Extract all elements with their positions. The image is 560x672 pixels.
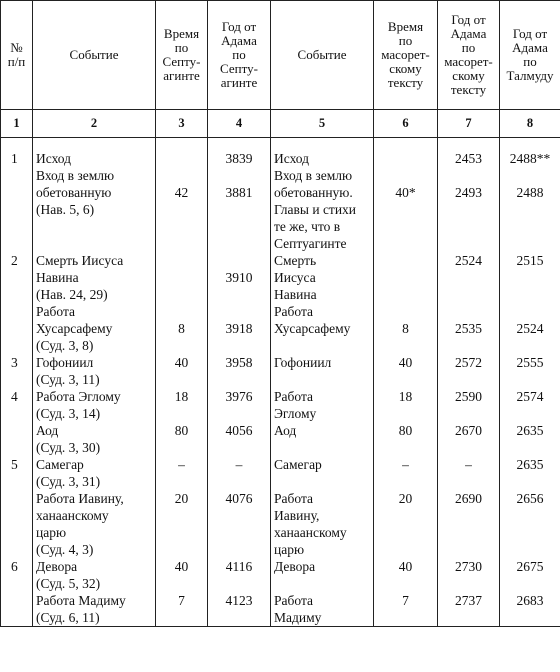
time-masoretic-line: 40 [398, 559, 413, 574]
table-row [1, 592, 560, 627]
row-number-cell [1, 456, 33, 490]
year-septuagint-line [211, 167, 267, 184]
year-septuagint-line: 3839 [225, 151, 253, 166]
event-masoretic-cell [271, 252, 374, 303]
event-septuagint-line: (Суд. 3, 31) [36, 474, 101, 489]
row-number-line: 1 [11, 151, 18, 166]
year-septuagint-cell [208, 388, 271, 422]
time-septuagint-cell [156, 490, 208, 558]
event-masoretic-line: Девора [274, 559, 316, 574]
event-masoretic-cell [271, 558, 374, 592]
table-row [1, 252, 560, 303]
event-masoretic-line: Эглому [274, 406, 317, 421]
event-masoretic-line: Хусарсафему [274, 321, 351, 336]
year-masoretic-cell [438, 150, 500, 252]
event-septuagint-line: Исход [36, 151, 72, 166]
row-number-line [11, 422, 29, 439]
event-septuagint-line: Смерть Иисуса [36, 253, 124, 268]
event-septuagint-line: Девора [36, 559, 78, 574]
row-number-cell [1, 150, 33, 252]
year-masoretic-line: 2572 [455, 355, 482, 370]
event-septuagint-cell [33, 456, 156, 490]
time-septuagint-cell [156, 558, 208, 592]
year-talmud-line: 2656 [516, 491, 544, 506]
event-septuagint-line: Гофониил [36, 355, 94, 370]
year-talmud-cell [500, 388, 560, 422]
year-septuagint-cell [208, 490, 271, 558]
event-septuagint-line: Аод [36, 423, 59, 438]
time-septuagint-cell [156, 422, 208, 456]
row-number-cell [1, 354, 33, 388]
time-septuagint-line: 8 [178, 321, 185, 336]
event-septuagint-line: Навина [36, 270, 79, 285]
time-masoretic-cell [374, 592, 438, 627]
year-talmud-cell [500, 422, 560, 456]
event-masoretic-line: Смерть [274, 253, 317, 268]
time-masoretic-line: 18 [398, 389, 413, 404]
year-septuagint-cell [208, 456, 271, 490]
event-septuagint-line: (Нав. 24, 29) [36, 287, 108, 302]
column-number: 4 [208, 110, 271, 138]
row-number-line [11, 490, 29, 507]
event-masoretic-cell [271, 354, 374, 388]
row-number-cell [1, 592, 33, 627]
event-septuagint-line: (Нав. 5, 6) [36, 202, 95, 217]
event-septuagint-cell [33, 490, 156, 558]
event-masoretic-line: Самегар [274, 457, 322, 472]
year-masoretic-line: 2690 [455, 491, 482, 506]
year-masoretic-line: 2730 [455, 559, 482, 574]
event-masoretic-line: ханаанскому [274, 525, 347, 540]
year-masoretic-cell [438, 422, 500, 456]
row-number-cell [1, 558, 33, 592]
event-masoretic-cell [271, 456, 374, 490]
year-masoretic-line: 2535 [455, 321, 482, 336]
time-septuagint-line [159, 167, 204, 184]
event-septuagint-line: царю [36, 525, 67, 540]
event-septuagint-cell [33, 150, 156, 252]
event-masoretic-cell [271, 150, 374, 252]
year-masoretic-cell [438, 456, 500, 490]
header-time-masoretic: Время по масорет- скому тексту [374, 1, 438, 110]
event-masoretic-line: те же, что в [274, 219, 341, 234]
year-masoretic-line: 2493 [455, 185, 482, 200]
year-septuagint-cell [208, 558, 271, 592]
row-number-line: 6 [11, 559, 18, 574]
row-number-cell [1, 422, 33, 456]
event-masoretic-cell [271, 490, 374, 558]
time-masoretic-cell [374, 558, 438, 592]
column-number-row [1, 110, 560, 138]
table-row [1, 422, 560, 456]
time-masoretic-line: 40* [395, 185, 416, 200]
year-talmud-line: 2524 [516, 321, 544, 336]
time-septuagint-line [159, 150, 204, 167]
event-masoretic-line: Септуагинте [274, 236, 347, 251]
event-septuagint-cell [33, 388, 156, 422]
year-talmud-line: 2675 [516, 559, 544, 574]
event-masoretic-line: Исход [274, 151, 310, 166]
time-masoretic-line: 8 [402, 321, 409, 336]
year-masoretic-line [441, 167, 496, 184]
time-masoretic-line [377, 303, 434, 320]
event-septuagint-line: (Суд. 4, 3) [36, 542, 94, 557]
time-masoretic-cell [374, 388, 438, 422]
table-row [1, 558, 560, 592]
year-talmud-line: 2488** [509, 151, 551, 166]
year-masoretic-line: 2670 [455, 423, 482, 438]
year-masoretic-line: 2524 [455, 253, 482, 268]
year-talmud-line: 2574 [516, 389, 544, 404]
year-masoretic-cell [438, 303, 500, 354]
event-septuagint-line: Вход в землю [36, 168, 115, 183]
year-talmud-line: 2515 [516, 253, 544, 268]
table-row [1, 354, 560, 388]
year-talmud-line [503, 303, 557, 320]
year-talmud-line: 2555 [516, 355, 544, 370]
event-septuagint-line: Хусарсафему [36, 321, 113, 336]
year-talmud-line: 2488 [516, 185, 544, 200]
year-septuagint-line: 4123 [225, 593, 253, 608]
year-masoretic-cell [438, 558, 500, 592]
year-masoretic-cell [438, 388, 500, 422]
time-masoretic-cell [374, 456, 438, 490]
year-septuagint-cell [208, 252, 271, 303]
event-septuagint-cell [33, 558, 156, 592]
time-septuagint-line [159, 303, 204, 320]
column-number: 1 [1, 110, 33, 138]
table-row [1, 490, 560, 558]
year-septuagint-line: 4116 [225, 559, 253, 574]
event-masoretic-line: Работа [274, 389, 313, 404]
time-septuagint-cell [156, 456, 208, 490]
event-septuagint-cell [33, 252, 156, 303]
time-septuagint-line [159, 252, 204, 269]
year-masoretic-line [441, 303, 496, 320]
table-body [1, 138, 560, 627]
row-number-line: 2 [11, 253, 18, 268]
event-masoretic-line: царю [274, 542, 305, 557]
column-number: 5 [271, 110, 374, 138]
year-septuagint-line: 3918 [225, 321, 253, 336]
event-masoretic-line: Главы и стихи [274, 202, 357, 217]
header-event-septuagint: Событие [33, 1, 156, 110]
event-septuagint-line: Работа Мадиму [36, 593, 126, 608]
event-masoretic-line: Иисуса [274, 270, 316, 285]
row-number-line: 3 [11, 355, 18, 370]
event-masoretic-cell [271, 592, 374, 627]
year-talmud-cell [500, 490, 560, 558]
event-masoretic-line: Работа [274, 593, 313, 608]
event-masoretic-cell [271, 303, 374, 354]
event-septuagint-cell [33, 303, 156, 354]
time-masoretic-cell [374, 150, 438, 252]
row-number-cell [1, 490, 33, 558]
year-masoretic-cell [438, 490, 500, 558]
event-masoretic-line: Аод [274, 423, 297, 438]
year-septuagint-line: 3976 [225, 389, 253, 404]
event-septuagint-cell [33, 354, 156, 388]
time-masoretic-line: 80 [398, 423, 413, 438]
year-septuagint-line: 4056 [225, 423, 253, 438]
column-number: 3 [156, 110, 208, 138]
year-talmud-cell [500, 558, 560, 592]
header-num: № п/п [1, 1, 33, 110]
event-septuagint-line: Самегар [36, 457, 84, 472]
event-septuagint-cell [33, 592, 156, 627]
event-masoretic-line: Работа [274, 491, 313, 506]
year-talmud-cell [500, 354, 560, 388]
time-masoretic-cell [374, 354, 438, 388]
row-number-line [11, 167, 29, 184]
time-septuagint-line: 40 [174, 559, 189, 574]
event-septuagint-line: (Суд. 3, 14) [36, 406, 101, 421]
year-septuagint-cell [208, 150, 271, 252]
time-septuagint-cell [156, 388, 208, 422]
year-septuagint-line [211, 303, 267, 320]
column-number: 2 [33, 110, 156, 138]
year-talmud-line: 2635 [516, 423, 544, 438]
row-number-line: 5 [11, 457, 18, 472]
time-masoretic-line [377, 252, 434, 269]
time-septuagint-line: 18 [174, 389, 189, 404]
event-masoretic-line: Мадиму [274, 610, 322, 625]
time-septuagint-line: 40 [174, 355, 189, 370]
time-masoretic-line: – [402, 457, 409, 472]
time-septuagint-line: 42 [174, 185, 189, 200]
year-septuagint-cell [208, 592, 271, 627]
year-talmud-cell [500, 252, 560, 303]
event-masoretic-line: Гофониил [274, 355, 332, 370]
row-number-cell [1, 252, 33, 303]
header-year-talmud: Год от Адама по Талмуду [500, 1, 560, 110]
time-masoretic-cell [374, 422, 438, 456]
year-talmud-cell [500, 456, 560, 490]
year-masoretic-line: 2590 [455, 389, 482, 404]
header-event-masoretic: Событие [271, 1, 374, 110]
time-septuagint-cell [156, 592, 208, 627]
event-septuagint-cell [33, 422, 156, 456]
time-septuagint-cell [156, 150, 208, 252]
header-year-masoretic: Год от Адама по масорет- скому тексту [438, 1, 500, 110]
year-talmud-cell [500, 592, 560, 627]
event-septuagint-line: ханаанскому [36, 508, 109, 523]
year-septuagint-cell [208, 354, 271, 388]
header-row [1, 1, 560, 110]
year-talmud-cell [500, 150, 560, 252]
event-septuagint-line: (Суд. 3, 8) [36, 338, 94, 353]
year-masoretic-cell [438, 252, 500, 303]
event-masoretic-line: Вход в землю [274, 168, 353, 183]
row-number-line: 4 [11, 389, 18, 404]
year-septuagint-line: – [235, 457, 243, 472]
year-septuagint-line [211, 252, 267, 269]
event-masoretic-line: Иавину, [274, 508, 320, 523]
time-septuagint-cell [156, 303, 208, 354]
year-masoretic-cell [438, 592, 500, 627]
year-talmud-line [503, 167, 557, 184]
table-row [1, 303, 560, 354]
column-number: 6 [374, 110, 438, 138]
event-septuagint-line: Работа Эглому [36, 389, 121, 404]
year-septuagint-line: 4076 [225, 491, 253, 506]
time-septuagint-line: 7 [178, 593, 185, 608]
table-row [1, 150, 560, 252]
time-masoretic-line: 7 [402, 593, 409, 608]
event-masoretic-line: Работа [274, 304, 313, 319]
time-masoretic-line [377, 167, 434, 184]
header-year-septuagint: Год от Адама по Септу- агинте [208, 1, 271, 110]
year-septuagint-line: 3881 [225, 185, 253, 200]
year-septuagint-line: 3958 [225, 355, 253, 370]
event-masoretic-cell [271, 422, 374, 456]
row-number-line [11, 592, 29, 609]
year-talmud-line: 2635 [516, 457, 544, 472]
event-septuagint-line: (Суд. 5, 32) [36, 576, 101, 591]
year-masoretic-cell [438, 354, 500, 388]
row-number-line [11, 303, 29, 320]
year-septuagint-cell [208, 303, 271, 354]
event-septuagint-line: Работа Иавину, [36, 491, 124, 506]
time-masoretic-cell [374, 303, 438, 354]
column-number: 7 [438, 110, 500, 138]
time-masoretic-cell [374, 252, 438, 303]
year-masoretic-line: – [465, 457, 472, 472]
event-septuagint-line: (Суд. 3, 30) [36, 440, 101, 455]
event-masoretic-line: Навина [274, 287, 317, 302]
time-masoretic-line: 40 [398, 355, 413, 370]
table-row [1, 388, 560, 422]
event-septuagint-line: Работа [36, 304, 75, 319]
time-septuagint-line: 20 [174, 491, 189, 506]
time-masoretic-cell [374, 490, 438, 558]
time-septuagint-line: – [178, 457, 185, 472]
year-talmud-cell [500, 303, 560, 354]
year-septuagint-cell [208, 422, 271, 456]
event-septuagint-line: (Суд. 3, 11) [36, 372, 100, 387]
table-row [1, 456, 560, 490]
spacer-row [1, 138, 560, 151]
event-septuagint-line: обетованную [36, 185, 112, 200]
event-septuagint-line: (Суд. 6, 11) [36, 610, 100, 625]
year-masoretic-line: 2453 [455, 151, 482, 166]
time-masoretic-line: 20 [398, 491, 413, 506]
year-talmud-line: 2683 [516, 593, 544, 608]
time-septuagint-cell [156, 252, 208, 303]
year-masoretic-line: 2737 [455, 593, 482, 608]
time-septuagint-cell [156, 354, 208, 388]
event-masoretic-line: обетованную. [274, 185, 353, 200]
row-number-cell [1, 388, 33, 422]
header-time-septuagint: Время по Септу- агинте [156, 1, 208, 110]
year-septuagint-line: 3910 [225, 270, 253, 285]
column-number: 8 [500, 110, 560, 138]
time-septuagint-line: 80 [174, 423, 189, 438]
row-number-cell [1, 303, 33, 354]
time-masoretic-line [377, 150, 434, 167]
event-masoretic-cell [271, 388, 374, 422]
